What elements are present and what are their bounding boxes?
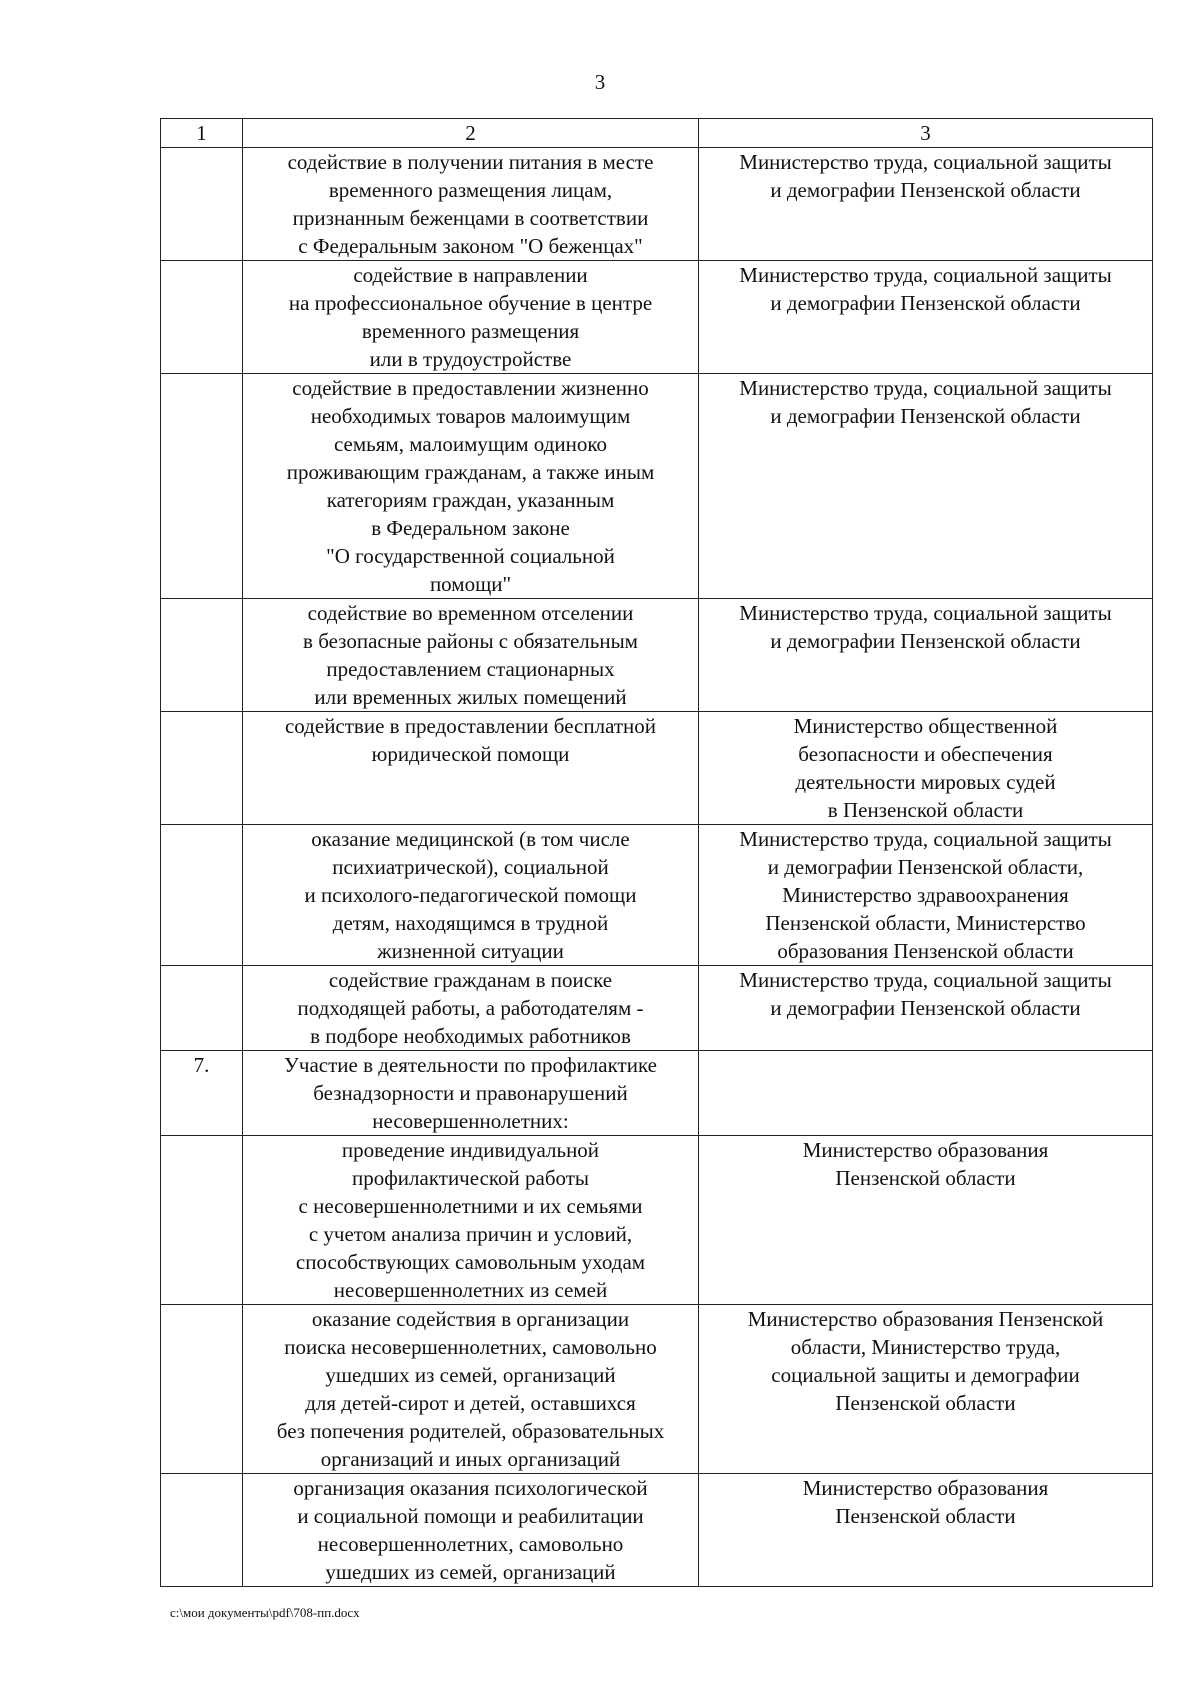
measure-text: содействие гражданам в поиске подходящей работы, а работодателям - в подборе необходимых работников bbox=[297, 968, 644, 1048]
measure-text: проведение индивидуальной профилактической работы с несовершеннолетними и их семьями с учетом анализа причин и условий, способствующих самовольным уходам несовершеннолетних из семей bbox=[295, 1138, 646, 1302]
measures-table bbox=[160, 118, 1153, 1587]
executor-text: Министерство образования Пензенской области bbox=[802, 1138, 1049, 1190]
measure-cell bbox=[243, 966, 699, 1051]
executor-text: Министерство труда, социальной защиты и демографии Пензенской области bbox=[739, 263, 1112, 315]
measure-text: оказание содействия в организации поиска несовершеннолетних, самовольно ушедших из семей, организаций для детей-сирот и детей, оставшихся без попечения родителей, образовательных организаций и иных организаций bbox=[276, 1307, 665, 1471]
row-number-cell: 7. bbox=[161, 1051, 243, 1136]
measure-text: содействие в предоставлении бесплатной юридической помощи bbox=[284, 714, 657, 766]
row-number-cell bbox=[161, 1305, 243, 1474]
measure-text: содействие во временном отселении в безопасные районы с обязательным предоставлением стационарных или временных жилых помещений bbox=[303, 601, 638, 709]
measure-text: организация оказания психологической и социальной помощи и реабилитации несовершеннолетних, самовольно ушедших из семей, организаций bbox=[293, 1476, 648, 1584]
page-number: 3 bbox=[594, 70, 606, 94]
executor-text: Министерство труда, социальной защиты и демографии Пензенской области, Министерство здравоохранения Пензенской области, Министерство образования Пензенской области bbox=[739, 827, 1112, 963]
measure-cell bbox=[243, 825, 699, 966]
row-number-cell bbox=[161, 374, 243, 599]
executor-cell bbox=[699, 712, 1153, 825]
measure-text: Участие в деятельности по профилактике безнадзорности и правонарушений несовершеннолетних: bbox=[284, 1053, 657, 1133]
executor-cell bbox=[699, 599, 1153, 712]
executor-cell bbox=[699, 1051, 1153, 1136]
row-number-cell bbox=[161, 261, 243, 374]
table-row bbox=[161, 825, 1153, 966]
executor-text: Министерство образования Пензенской области, Министерство труда, социальной защиты и демографии Пензенской области bbox=[747, 1307, 1104, 1415]
measure-cell bbox=[243, 261, 699, 374]
measure-cell bbox=[243, 148, 699, 261]
executor-cell bbox=[699, 1305, 1153, 1474]
column-header-3: 3 bbox=[699, 119, 1153, 148]
measure-cell bbox=[243, 1474, 699, 1587]
executor-text: Министерство труда, социальной защиты и демографии Пензенской области bbox=[739, 150, 1112, 202]
executor-text: Министерство труда, социальной защиты и демографии Пензенской области bbox=[739, 968, 1112, 1020]
table-row bbox=[161, 1305, 1153, 1474]
table-row bbox=[161, 712, 1153, 825]
executor-text: Министерство труда, социальной защиты и демографии Пензенской области bbox=[739, 601, 1112, 653]
executor-text: Министерство труда, социальной защиты и демографии Пензенской области bbox=[739, 376, 1112, 428]
measure-cell bbox=[243, 1305, 699, 1474]
executor-cell bbox=[699, 1474, 1153, 1587]
column-header-1: 1 bbox=[161, 119, 243, 148]
measure-cell bbox=[243, 1051, 699, 1136]
table-header-row bbox=[161, 119, 1153, 148]
executor-cell bbox=[699, 261, 1153, 374]
table-row bbox=[161, 374, 1153, 599]
executor-cell bbox=[699, 374, 1153, 599]
measure-cell bbox=[243, 599, 699, 712]
executor-text: Министерство общественной безопасности и обеспечения деятельности мировых судей в Пензенской области bbox=[793, 714, 1058, 822]
row-number-cell bbox=[161, 148, 243, 261]
row-number-cell bbox=[161, 966, 243, 1051]
row-number-cell bbox=[161, 1136, 243, 1305]
executor-cell bbox=[699, 1136, 1153, 1305]
row-number-cell bbox=[161, 825, 243, 966]
executor-cell bbox=[699, 825, 1153, 966]
measure-cell bbox=[243, 712, 699, 825]
measure-text: содействие в предоставлении жизненно необходимых товаров малоимущим семьям, малоимущим одиноко проживающим гражданам, а также иным категориям граждан, указанным в Федеральном законе "О государственной социальной помощи" bbox=[286, 376, 655, 596]
measure-text: оказание медицинской (в том числе психиатрической), социальной и психолого-педагогической помощи детям, находящимся в трудной жизненной ситуации bbox=[304, 827, 637, 963]
row-number-cell bbox=[161, 712, 243, 825]
table-row bbox=[161, 966, 1153, 1051]
measure-text: содействие в направлении на профессиональное обучение в центре временного размещения или в трудоустройстве bbox=[288, 263, 653, 371]
executor-text: Министерство образования Пензенской области bbox=[802, 1476, 1049, 1528]
table-row bbox=[161, 1136, 1153, 1305]
measure-cell bbox=[243, 374, 699, 599]
table-row bbox=[161, 261, 1153, 374]
table-row bbox=[161, 1474, 1153, 1587]
column-header-2: 2 bbox=[243, 119, 699, 148]
measure-cell bbox=[243, 1136, 699, 1305]
row-number-cell bbox=[161, 1474, 243, 1587]
row-number-cell bbox=[161, 599, 243, 712]
table-row bbox=[161, 1051, 1153, 1136]
executor-cell bbox=[699, 966, 1153, 1051]
table-row bbox=[161, 148, 1153, 261]
footer-file-path: c:\мои документы\pdf\708-пп.docx bbox=[170, 1605, 360, 1620]
measure-text: содействие в получении питания в месте временного размещения лицам, признанным беженцами в соответствии с Федеральным законом "О беженцах" bbox=[287, 150, 654, 258]
executor-cell bbox=[699, 148, 1153, 261]
table-row bbox=[161, 599, 1153, 712]
